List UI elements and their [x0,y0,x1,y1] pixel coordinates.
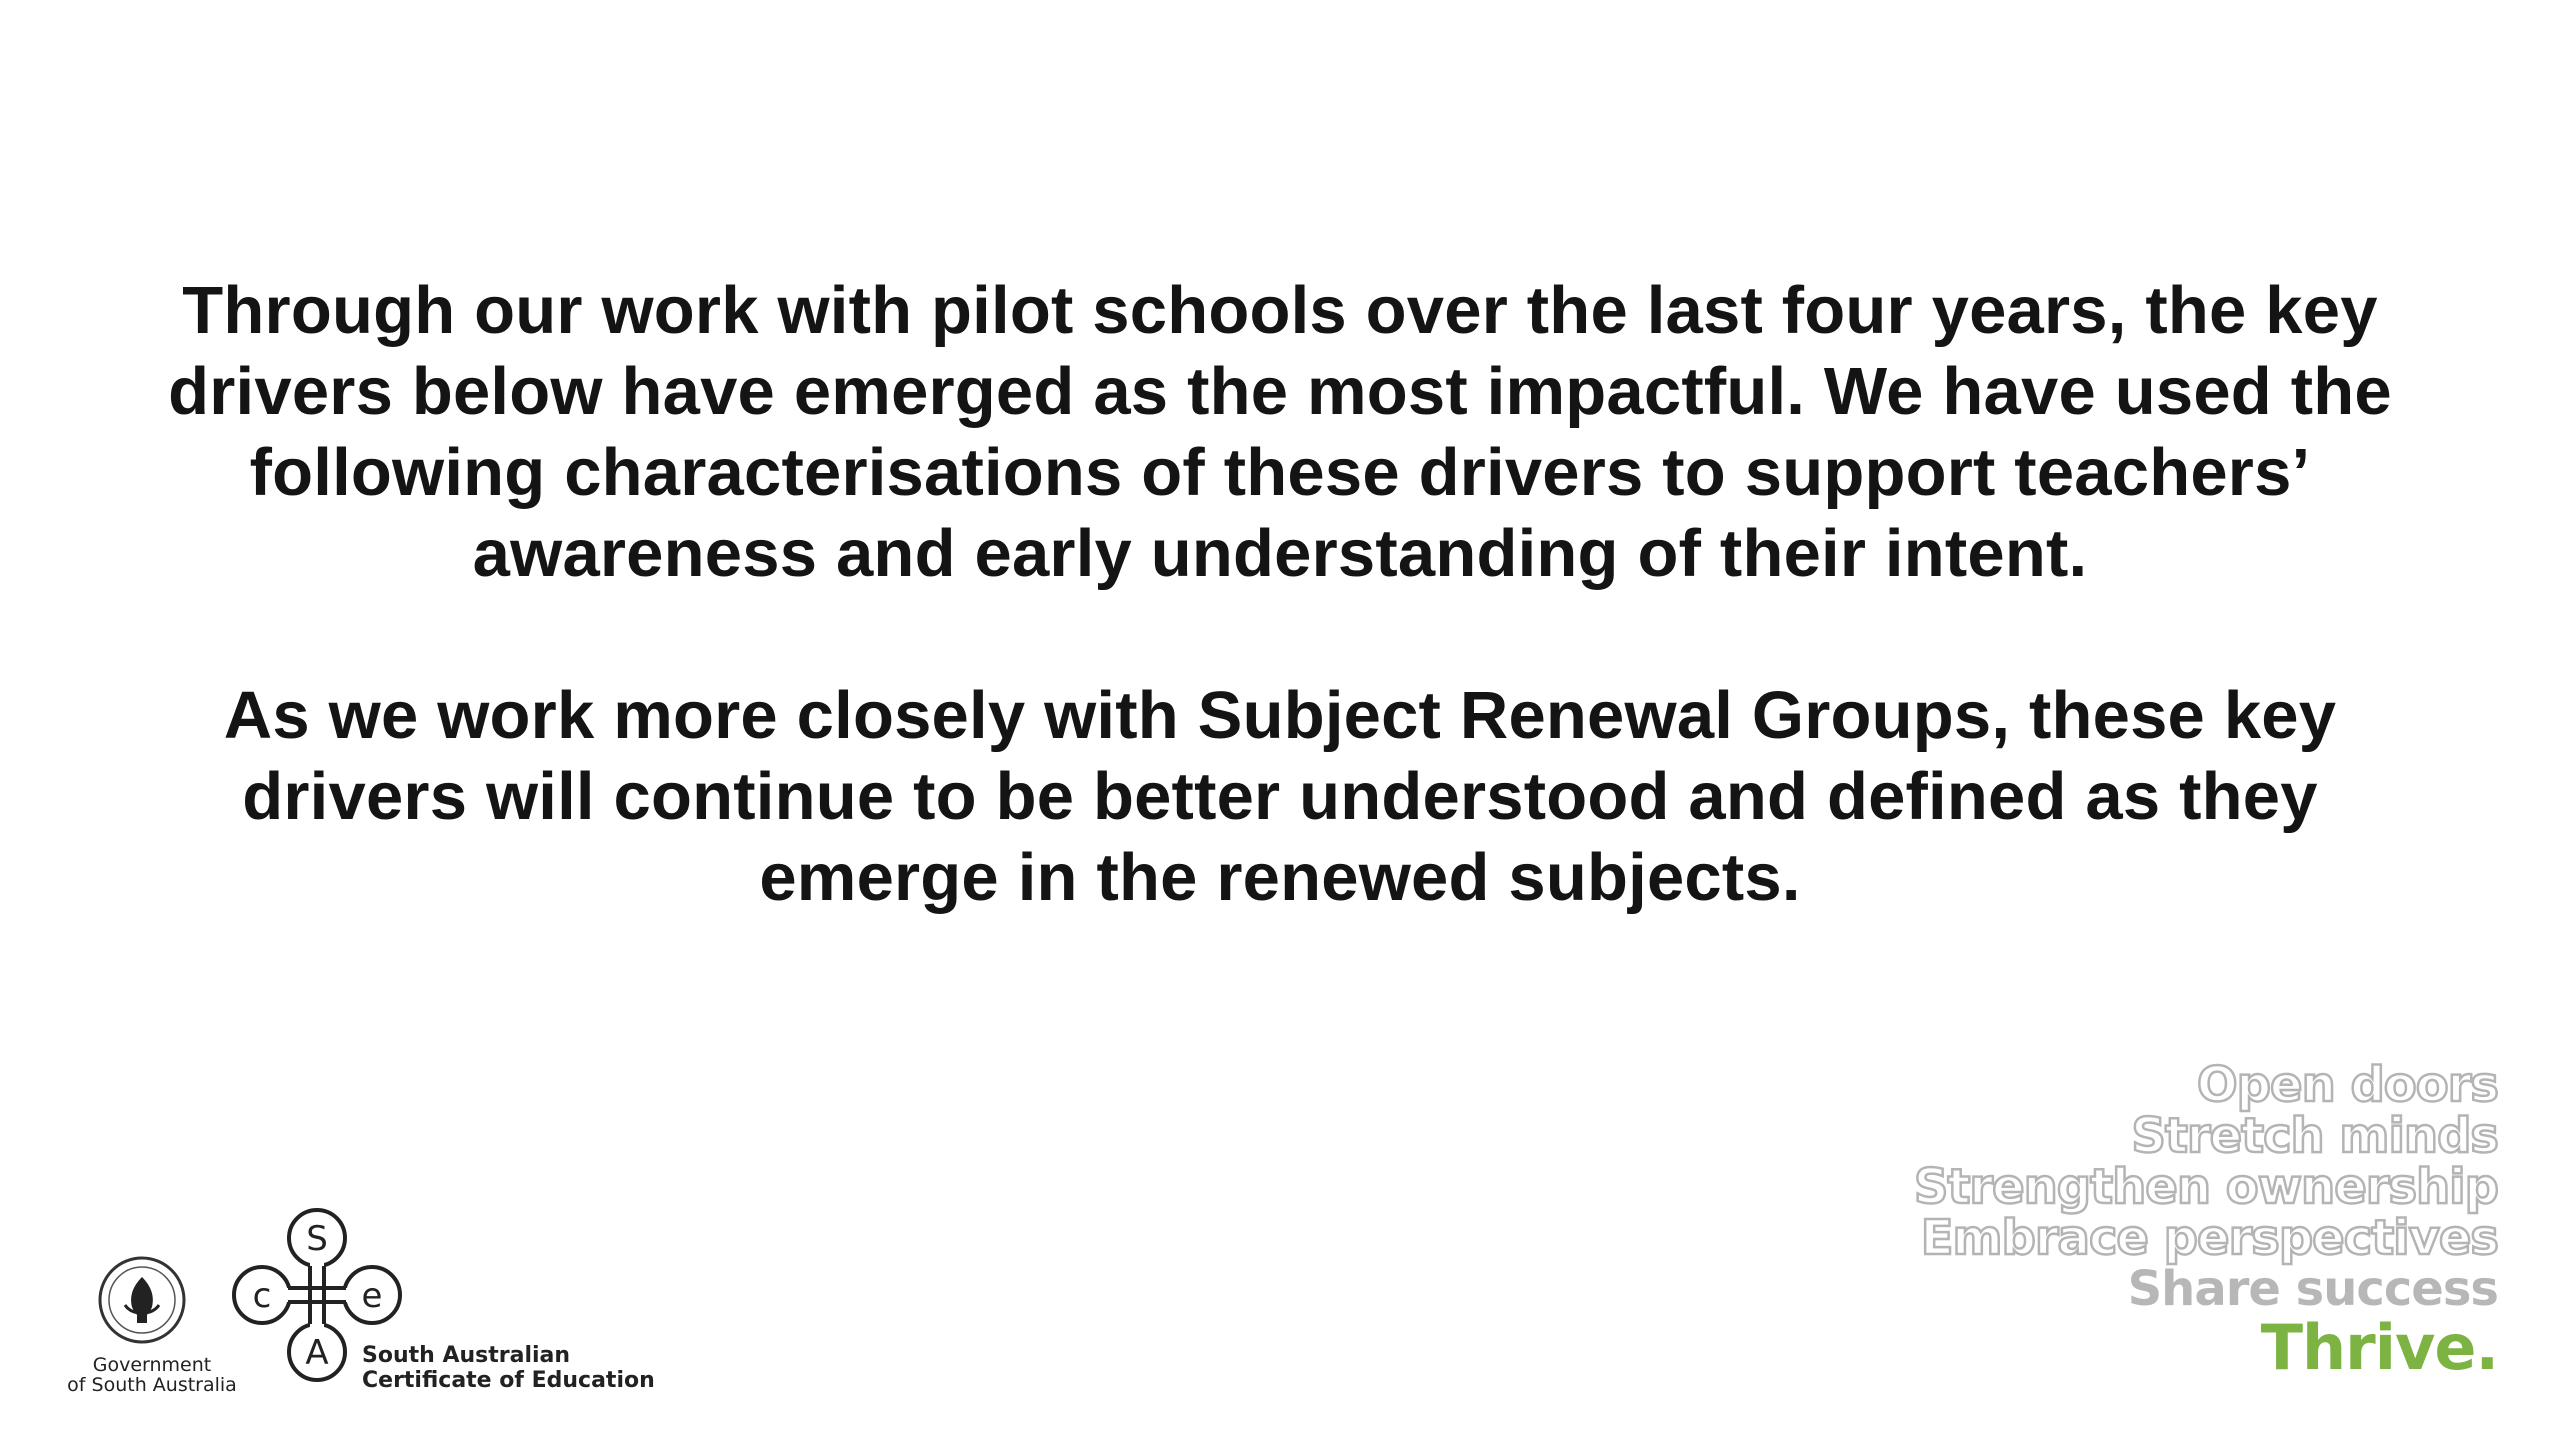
tagline-embrace-perspectives: Embrace perspectives [1920,1210,2498,1266]
sace-letter-a: A [305,1333,329,1373]
government-text: Government of South Australia [67,1354,237,1396]
government-seal-icon [97,1255,187,1345]
tagline-open-doors: Open doors [2196,1057,2498,1113]
tagline-thrive: Thrive. [2260,1311,2498,1384]
sace-letter-c: c [252,1276,272,1316]
sace-caption: South Australian Certificate of Education [362,1343,655,1393]
tagline-stretch-minds: Stretch minds [2131,1108,2498,1164]
tagline-strengthen-ownership: Strengthen ownership [1913,1159,2498,1215]
intro-paragraph: Through our work with pilot schools over the last four years, the key drivers below have emerged as the most impactful. We have used the following characterisations of these drivers to support teachers’ awareness and early understanding of their intent. [168,273,2392,591]
sace-letter-s: S [306,1219,328,1259]
sace-letter-e: e [361,1276,383,1316]
tagline-share-success: Share success [2127,1261,2498,1317]
sace-taglines [1913,1057,2498,1384]
renewal-paragraph: As we work more closely with Subject Renewal Groups, these key drivers will continue to be better understood and defined as they emerge in the renewed subjects. [223,678,2337,915]
